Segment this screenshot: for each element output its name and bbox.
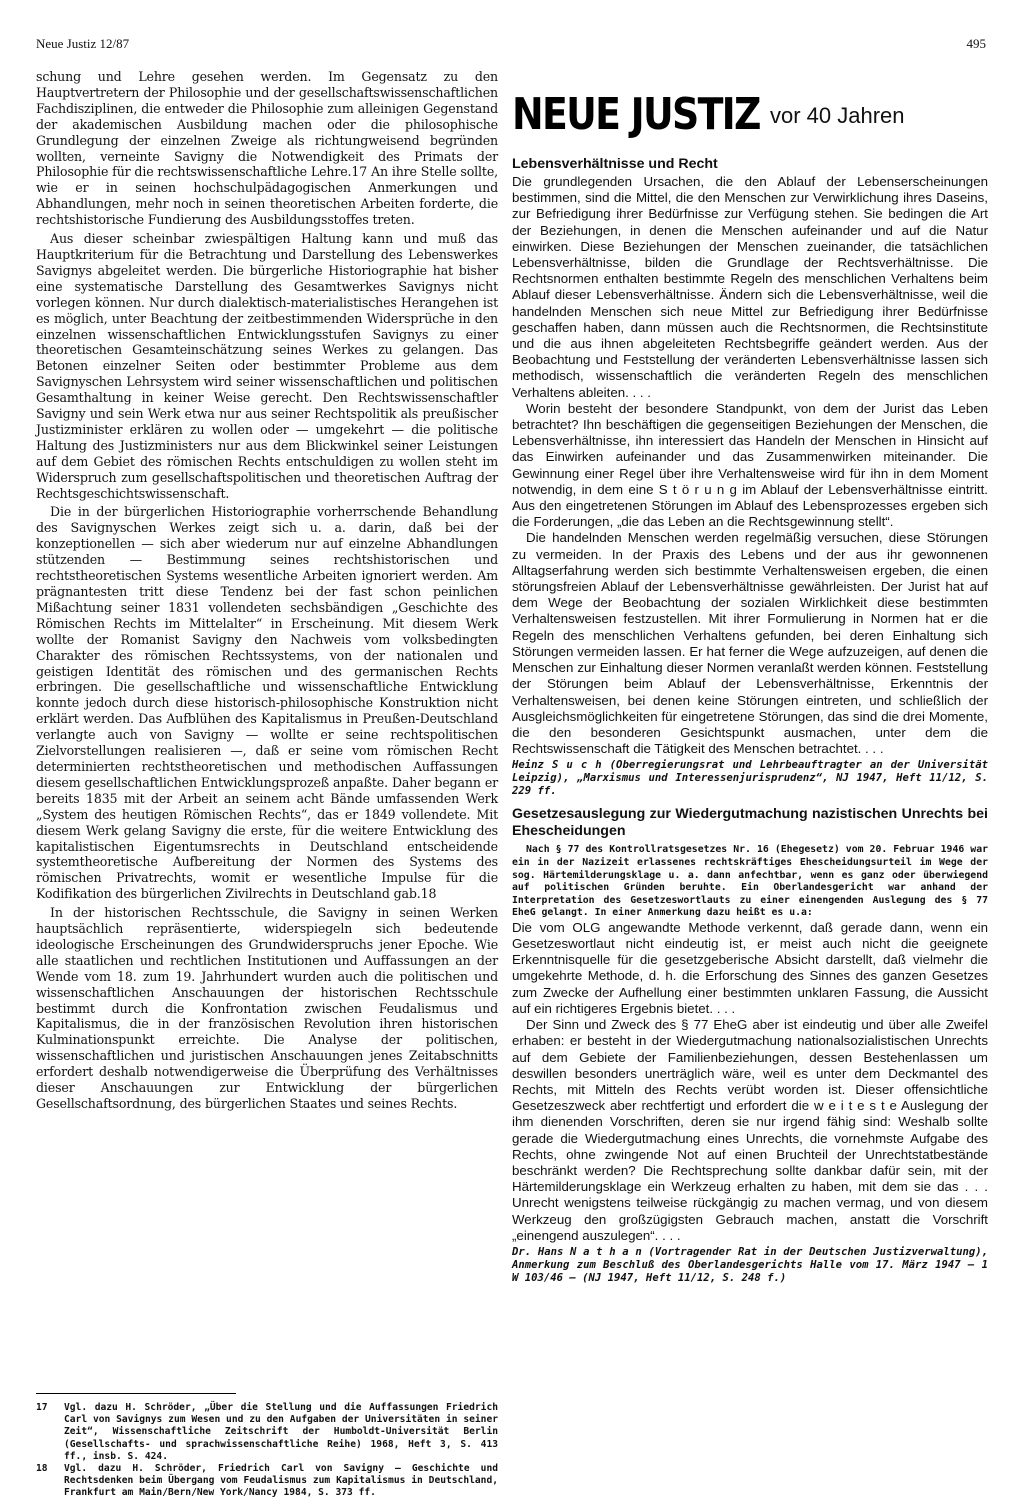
left-paragraph-3: Die in der bürgerlichen Historiographie vorherrschende Behandlung des Savignyschen Werkes zeigt sich u. a. darin, daß bei der konzeptionellen — sich aber wiederum nur auf einzelne Abhandlungen stützenden — Bestimmung seines rechtshistorischen und rechtstheoretischen Systems wesentliche Arbeiten ignoriert werden. Am prägnantesten tritt diese Tendenz bei der fast schon peinlichen Mißachtung seiner 1831 vollendeten sechsbändigen „Geschichte des Römischen Rechts im Mittelalter“ in Erscheinung. Mit diesem Werk wollte der Romanist Savigny den Nachweis vom volksbedingten Charakter des römischen Rechtssystems, von der nationalen und geistigen Identität des römischen und des germanischen Rechts erbringen. Die gesellschaftliche und wissenschaftliche Entwicklung konnte jedoch durch diese historisch-philosophische Konstruktion nicht erklärt werden. Das Aufblühen des Kapitalismus in Preußen-Deutschland verlangte auch von Savigny — wollte er seine rechtspolitischen Zielvorstellungen realisieren —, daß er seine vom römischen Recht determinierten rechtstheoretischen und methodischen Auffassungen diesem gesellschaftlichen Entwicklungsprozeß anpaßte. Daher begann er bereits 1835 mit der Arbeit an seinem acht Bände umfassenden Werk „System des heutigen Römischen Rechts“, das er 1849 vollendete. Mit diesem Werk gelang Savigny die erste, für die weitere Entwicklung des kapitalistischen Eigentumsrechts in Deutschland entscheidende systemtheoretische Aufbereitung der Normen des Systems des römischen Privatrechts, womit er wesentliche Impulse für die Kodifikation des bürgerlichen Zivilrechts in Deutschland gab.18 — [36, 504, 498, 902]
footnote-text: Vgl. dazu H. Schröder, „Über die Stellung und die Auffassungen Friedrich Carl von Savignys zum Wesen und zu den Aufgaben der Universitäten in seiner Zeit“, Wissenschaftliche Zeitschrift der Humboldt-Universität Berlin (Gesellschafts- und sprachwissenschaftliche Reihe) 1968, Heft 3, S. 413 ff., insb. S. 424. — [64, 1402, 498, 1462]
section2-source: Dr. Hans N a t h a n (Vortragender Rat in der Deutschen Justizverwaltung), Anmerkung zum Beschluß des Oberlandesgerichts Halle vom 17. März 1947 – 1 W 103/46 – (NJ 1947, Heft 11/12, S. 248 f.) — [512, 1245, 988, 1284]
left-paragraph-1: schung und Lehre gesehen werden. Im Gegensatz zu den Hauptvertretern der Philosophie und der gesellschaftswissenschaftlichen Fachdisziplinen, die entweder die Philosophie zum alleinigen Gegenstand der akademischen Ausbildung machen oder die philosophische Grundlegung der einzelnen Zweige als richtungweisend begründen wollten, verneinte Savigny die Notwendigkeit des Primats der Philosophie für die rechtswissenschaftliche Lehre.17 An ihre Stelle sollte, wie er in seinen hochschulpädagogischen Anmerkungen und Abhandlungen, mehr noch in seinen theoretischen Arbeiten forderte, die rechtshistorische Fundierung des Ausbildungsstoffes treten. — [36, 69, 498, 228]
footnote-17 — [36, 1402, 498, 1463]
footnote-number: 17 — [36, 1402, 48, 1413]
footnote-divider — [36, 1393, 236, 1394]
masthead — [512, 90, 988, 152]
page-number: 495 — [966, 36, 986, 51]
section2-paragraph-2: Der Sinn und Zweck des § 77 EheG aber ist eindeutig und über alle Zweifel erhaben: er besteht in der Wiedergutmachung nationalsozialistischen Unrechts auf dem Gebiete der Familienbeziehungen, dessen Bestehenlassen um deswillen besonders unerträglich wäre, weil es unter dem Deckmantel des Rechts, mit Mitteln des Rechts verübt worden ist. Dieser offensichtliche Gesetzeszweck aber rechtfertigt und erfordert die w e i t e s t e Auslegung der ihm dienenden Vorschriften, deren sie nur irgend fähig sind: Weshalb sollte gerade die Wiedergutmachung eines Unrechts, die vornehmste Aufgabe des Rechts, ohne zwingende Not auf einen Bruchteil der Unrechtstatbestände beschränkt werden? Die Rechtsprechung sollte dankbar dafür sein, mit der Härtemilderungsklage ein Werkzeug erhalten zu haben, mit dem sie das . . . Unrecht wenigstens teilweise rückgängig zu machen vermag, und von diesem Werkzeug den großzügigsten Gebrauch machen, anstatt die Vorschrift „einengend auszulegen“. . . . — [512, 1017, 988, 1243]
left-paragraph-4: In der historischen Rechtsschule, die Savigny in seinen Werken hauptsächlich repräsentierte, widerspiegeln sich bedeutende ideologische Erscheinungen des Grundwiderspruchs jener Epoche. Wie alle staatlichen und rechtlichen Institutionen und Auffassungen an der Wende vom 18. zum 19. Jahrhundert wurden auch die politischen und wissenschaftlichen Anschauungen der historischen Rechtsschule bestimmt durch die Konfrontation zwischen Feudalismus und Kapitalismus, die in der französischen Revolution ihren historischen Kulminationspunkt erreichte. Die Analyse der politischen, wissenschaftlichen und juristischen Anschauungen jenes Zeitabschnitts erfordert deshalb notwendigerweise die Überprüfung des Verhältnisses dieser Anschauungen zur Entwicklung der bürgerlichen Gesellschaftsordnung, des bürgerlichen Staates und seines Rechts. — [36, 905, 498, 1111]
left-paragraph-2: Aus dieser scheinbar zwiespältigen Haltung kann und muß das Hauptkriterium für die Betrachtung und Darstellung des Lebenswerkes Savignys abgeleitet werden. Die bürgerliche Historiographie hat bisher eine systematische Darstellung des Gesamtwerkes Savignys nicht vorlegen können. Nur durch dialektisch-materialistisches Herangehen ist es möglich, unter Beachtung der zeitbestimmenden Widersprüche in den einzelnen wissenschaftlichen Entwicklungsstufen Savignys zu einer theoretischen Gesamteinschätzung seines Werkes zu gelangen. Das Betonen einzelner Seiten oder bestimmter Probleme aus dem Savignyschen Lehrsystem wird seiner wissenschaftlichen und politischen Gesamthaltung in keiner Weise gerecht. Den Rechtswissenschaftler Savigny und sein Werk etwa nur aus seiner Rechtspolitik als preußischer Justizminister erklären zu wollen oder — umgekehrt — die politische Haltung des Justizministers nur aus dem Blickwinkel seiner Leistungen auf dem Gebiet des römischen Rechts entschuldigen zu wollen steht im Widerspruch zum gesellschaftspolitischen und theoretischen Auftrag der Rechtsgeschichtswissenschaft. — [36, 231, 498, 501]
section1-paragraph-2: Worin besteht der besondere Standpunkt, von dem der Jurist das Leben betrachtet? Ihn beschäftigen die gegenseitigen Beziehungen der Menschen, die Lebensverhältnisse, ihn interessiert das Handeln der Menschen in Hinsicht auf das Einwirken aufeinander und das Zusammenwirken miteinander. Die Gewinnung einer Regel über ihre Verhaltensweise wird für ihn in dem Moment notwendig, in dem eine S t ö r u n g im Ablauf der Lebensverhältnisse eintritt. Aus den eingetretenen Störungen im Ablauf des Lebensprozesses ergeben sich die Forderungen, „die das Leben an die Rechtsgewinnung stellt“. — [512, 400, 988, 530]
section2-paragraph-1: Die vom OLG angewandte Methode verkennt, daß gerade dann, wenn ein Gesetzeswortlaut nicht eindeutig ist, er meist auch nicht die geeignete Erkenntnisquelle für die gesetzgeberische Absicht darstellt, daß vielmehr die umgekehrte Methode, d. h. die Erforschung des Sinnes des ganzen Gesetzes zum Zwecke der Aufhellung einer bestimmten unklaren Fassung, die Aussicht auf ein richtigeres Ergebnis bietet. . . . — [512, 919, 988, 1016]
right-column — [512, 90, 988, 1293]
section1-paragraph-1: Die grundlegenden Ursachen, die den Ablauf der Lebenserscheinungen bestimmen, sind die Mittel, die den Menschen zur Verwirklichung ihres Daseins, zur Befriedigung ihrer Bedürfnisse zur Verfügung stehen. Sie bedingen die Art der Beziehungen, in denen die Menschen aufeinander und auf die Natur einwirken. Diese Beziehungen der Menschen zueinander, die tatsächlichen Lebensverhältnisse, bilden die Grundlage der Rechtsverhältnisse. Die Rechtsnormen enthalten bestimmte Regeln des menschlichen Verhaltens beim Ablauf dieser Lebensverhältnisse. Ändern sich die Lebensverhältnisse, weil die handelnden Menschen sich neue Mittel zur Befriedigung ihrer Bedürfnisse geschaffen haben, dann müssen auch die Rechtsnormen, die Rechtsinstitute und die aus ihnen abgeleiteten Rechtsbegriffe geändert werden. Aus der Beobachtung und Feststellung der veränderten Lebensverhältnisse lassen sich methodisch, wissenschaftlich die veränderten Regeln des menschlichen Verhaltens ableiten. . . . — [512, 174, 988, 400]
section1-paragraph-3: Die handelnden Menschen werden regelmäßig versuchen, diese Störungen zu vermeiden. In der Praxis des Lebens und der aus ihr gewonnenen Alltagserfahrung werden sich bestimmte Verhaltensweisen ergeben, die einen störungsfreien Ablauf der Lebensverhältnisse gewährleisten. Der Jurist hat auf dem Wege der Beobachtung der sozialen Wirklichkeit diese bestimmten Verhaltensweisen festzustellen. Mit ihrer Formulierung in Normen hat er die Regeln des menschlichen Verhaltens gefunden, bei deren Einhaltung sich Störungen vermeiden lassen. Er hat ferner die Wege aufzuzeigen, auf denen die Menschen zur Einhaltung dieser Normen veranlaßt werden können. Feststellung der Störungen beim Ablauf der Lebensverhältnisse, Erkenntnis der Verhaltensweisen, bei denen keine Störungen eintreten, und schließlich der Ausgleichsmöglichkeiten für eingetretene Störungen, das sind die drei Momente, die den besonderen Gesichtspunkt ausmachen, unter dem die Rechtswissenschaft die Tätigkeit des Menschen betrachtet. . . . — [512, 530, 988, 757]
left-column — [36, 69, 498, 1115]
footnote-number: 18 — [36, 1463, 48, 1475]
footnote-18 — [36, 1463, 498, 1500]
section-title-lebensverhaeltnisse: Lebensverhältnisse und Recht — [512, 156, 718, 172]
section1-source: Heinz S u c h (Oberregierungsrat und Lehrbeauftragter an der Universität Leipzig), „Marxismus und Interessenjurisprudenz“, NJ 1947, Heft 11/12, S. 229 ff. — [512, 759, 988, 798]
footnote-text: Vgl. dazu H. Schröder, Friedrich Carl von Savigny – Geschichte und Rechtsdenken beim Übergang vom Feudalismus zum Kapitalismus in Deutschland, Frankfurt am Main/Bern/New York/Nancy 1984, S. 373 ff. — [64, 1463, 498, 1499]
section-title-gesetzesauslegung: Gesetzesauslegung zur Wiedergutmachung nazistischen Unrechts bei Ehescheidungen — [512, 806, 988, 840]
neue-justiz-logo: NEUE JUSTIZ — [512, 89, 760, 140]
page-header — [36, 36, 986, 56]
journal-issue: Neue Justiz 12/87 — [36, 36, 130, 51]
section2-editor-note: Nach § 77 des Kontrollratsgesetzes Nr. 16 (Ehegesetz) vom 20. Februar 1946 war ein in der Nazizeit erlassenes rechtskräftiges Ehescheidungsurteil im Wege der sog. Härtemilderungsklage u. a. dann anfechtbar, wenn es ganz oder überwiegend auf politischen Gründen beruhte. Ein Oberlandesgericht war anhand der Interpretation des Gesetzeswortlauts zu einer einengenden Auslegung des § 77 EheG gelangt. In einer Anmerkung dazu heißt es u.a: — [512, 844, 988, 919]
masthead-tagline: vor 40 Jahren — [770, 103, 905, 128]
